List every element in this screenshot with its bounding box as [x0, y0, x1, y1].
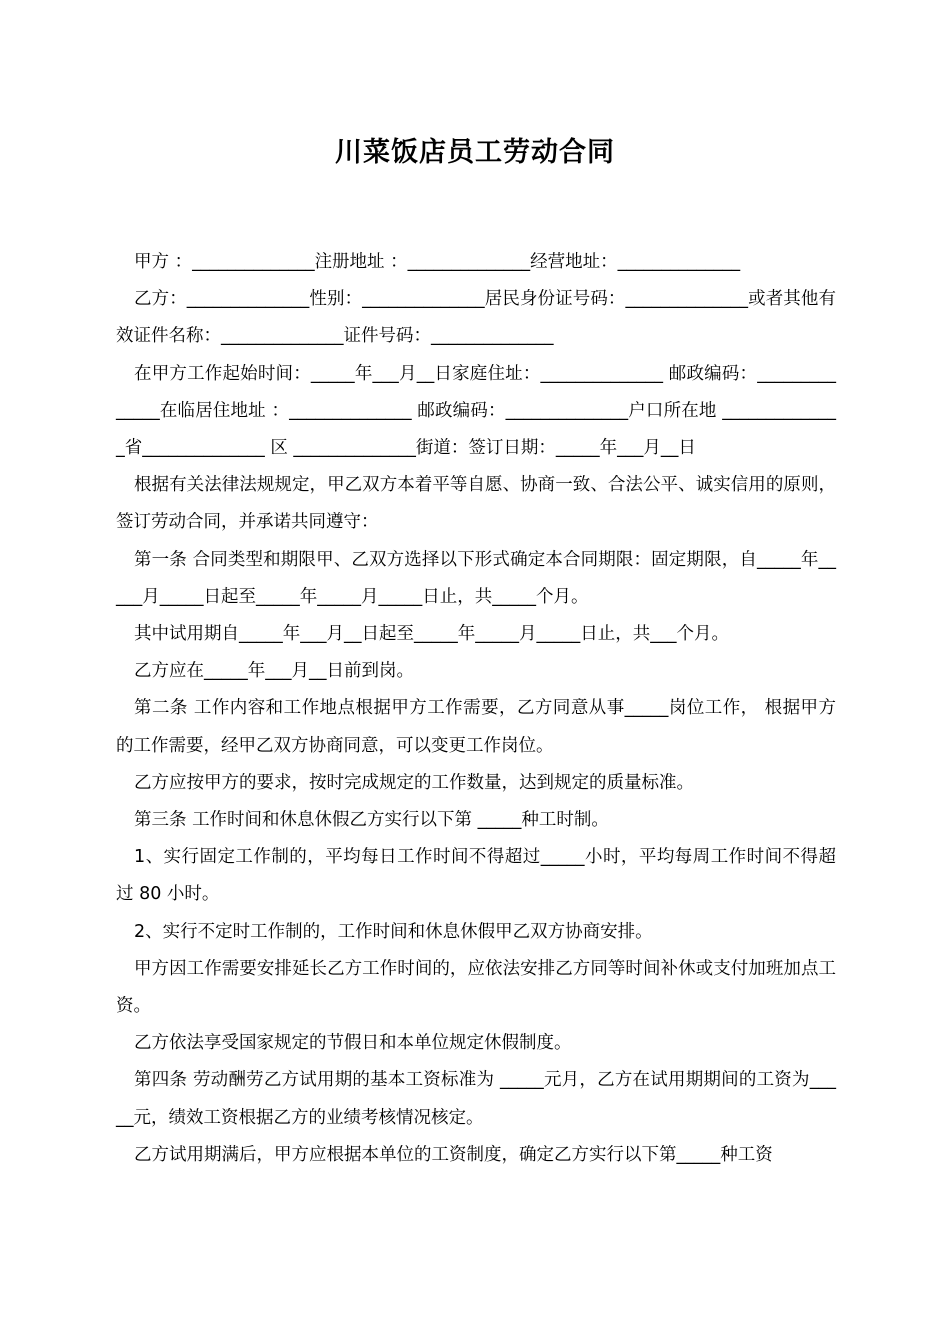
paragraph-article-2: 第二条 工作内容和工作地点根据甲方工作需要，乙方同意从事_____岗位工作， 根据甲方的工作需要，经甲乙双方协商同意，可以变更工作岗位。: [116, 698, 836, 756]
paragraph-flexible-hours: 2、实行不定时工作制的，工作时间和休息休假甲乙双方协商安排。: [134, 921, 653, 942]
paragraph-preamble: 根据有关法律法规规定，甲乙双方本着平等自愿、协商一致、合法公平、诚实信用的原则，签订劳动合同，并承诺共同遵守：: [116, 475, 836, 533]
document-title: 川菜饭店员工劳动合同: [335, 137, 615, 168]
paragraph-quality: 乙方应按甲方的要求，按时完成规定的工作数量，达到规定的质量标准。: [134, 772, 694, 793]
document-body: [116, 244, 836, 1174]
paragraph-party-a: 甲方 ：______________注册地址 ：______________经营地址：______________: [134, 252, 741, 272]
paragraph-article-4: 第四条 劳动酬劳乙方试用期的基本工资标准为 _____元月，乙方在试用期期间的工资为_____元，绩效工资根据乙方的业绩考核情况核定。: [116, 1070, 836, 1128]
paragraph-article-1: 第一条 合同类型和期限甲、乙双方选择以下形式确定本合同期限：固定期限，自_____年_____月_____日起至_____年_____月_____日止，共_____个月。: [116, 549, 836, 607]
paragraph-start-and-address: 在甲方工作起始时间：_____年___月__日家庭住址：______________ 邮政编码：______________在临居住地址 ：______________ 邮政编码：______________户口所在地 ______________省______________ 区 ______________街道：签订日期：_____年___月__日: [116, 363, 836, 459]
paragraph-report-date: 乙方应在_____年___月__日前到岗。: [134, 661, 414, 682]
paragraph-party-b: 乙方：______________性别：______________居民身份证号码：______________或者其他有效证件名称：______________证件号码：______________: [116, 289, 836, 347]
paragraph-fixed-hours: 1、实行固定工作制的，平均每日工作时间不得超过_____小时，平均每周工作时间不得超过 80 小时。: [116, 847, 836, 905]
paragraph-wage-system: 乙方试用期满后，甲方应根据本单位的工资制度，确定乙方实行以下第_____种工资: [134, 1144, 773, 1165]
paragraph-holidays: 乙方依法享受国家规定的节假日和本单位规定休假制度。: [134, 1033, 572, 1054]
paragraph-article-3: 第三条 工作时间和休息休假乙方实行以下第 _____种工时制。: [134, 810, 609, 831]
paragraph-probation: 其中试用期自_____年___月__日起至_____年_____月_____日止，共___个月。: [134, 624, 729, 645]
paragraph-overtime: 甲方因工作需要安排延长乙方工作时间的，应依法安排乙方同等时间补休或支付加班加点工资。: [116, 958, 836, 1017]
